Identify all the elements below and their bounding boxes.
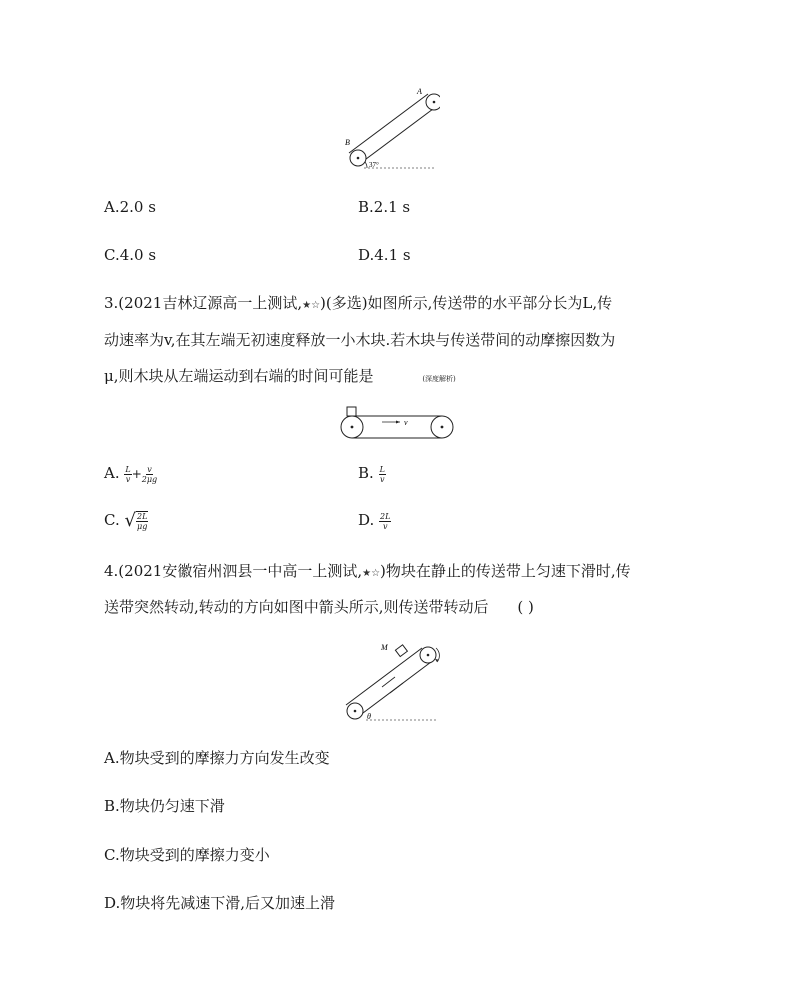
difficulty-stars: ★☆ [302, 300, 321, 311]
q3-option-c: C. √ $\frac{2L}{\mu g}$ [104, 510, 148, 531]
label-m: M [381, 643, 388, 652]
q3-source: 3.(2021吉林辽源高一上测试, [104, 294, 303, 312]
q2-option-c: C.4.0 s [104, 246, 157, 264]
velocity-label: v [404, 418, 408, 427]
q4-option-a: A.物块受到的摩擦力方向发生改变 [104, 749, 330, 767]
q3-stem-line2: 动速率为v,在其左端无初速度释放一小木块.若木块与传送带间的动摩擦因数为 [104, 331, 616, 349]
block-m [395, 645, 407, 657]
q3-stem-line1 [104, 293, 612, 316]
q3-option-a: A. $\frac{L}{v}$ + $\frac{v}{2\mu g}$ [104, 464, 158, 484]
fraction: $\frac{v}{2\mu g}$ [141, 464, 158, 484]
analysis-note: (深度解析) [422, 375, 456, 383]
difficulty-stars: ★☆ [362, 568, 381, 579]
q2-option-d: D.4.1 s [358, 246, 411, 264]
q3-stem-line3-text: μ,则木块从左端运动到右端的时间可能是 [104, 367, 374, 385]
label-b: B [345, 138, 350, 147]
q4-source: 4.(2021安徽宿州泗县一中高一上测试, [104, 562, 363, 580]
fraction: $\frac{L}{v}$ [125, 464, 131, 484]
label-a: A [417, 87, 422, 96]
sqrt-sign: √ [124, 510, 136, 531]
q3-stem-line3 [104, 366, 456, 389]
answer-blank: ( ) [517, 598, 534, 616]
q2-option-a: A.2.0 s [104, 198, 156, 216]
q4-stem-line1 [104, 561, 631, 584]
q4-option-b: B.物块仍匀速下滑 [104, 797, 225, 815]
fraction: $\frac{2L}{\mu g}$ [136, 512, 148, 531]
angle-label: 37° [369, 161, 379, 169]
horizontal-belt-figure [336, 405, 458, 443]
incline-belt-rotating-figure [340, 640, 440, 725]
angle-label: θ [367, 712, 371, 721]
incline-belt-figure [340, 85, 440, 175]
fraction: $\frac{2L}{v}$ [380, 511, 391, 531]
q4-stem-line2 [104, 597, 534, 617]
fraction: $\frac{L}{v}$ [379, 464, 385, 484]
q3-stem-line1b: )(多选)如图所示,传送带的水平部分长为L,传 [320, 294, 613, 312]
q3-option-d: D. $\frac{2L}{v}$ [358, 511, 391, 531]
q3-option-b: B. $\frac{L}{v}$ [358, 464, 385, 484]
q4-option-c: C.物块受到的摩擦力变小 [104, 846, 270, 864]
q2-option-b: B.2.1 s [358, 198, 411, 216]
q4-option-d: D.物块将先减速下滑,后又加速上滑 [104, 894, 336, 912]
q4-stem-line1b: )物块在静止的传送带上匀速下滑时,传 [380, 562, 631, 580]
wood-block [347, 407, 356, 416]
q4-stem-line2-text: 送带突然转动,转动的方向如图中箭头所示,则传送带转动后 [104, 598, 489, 616]
